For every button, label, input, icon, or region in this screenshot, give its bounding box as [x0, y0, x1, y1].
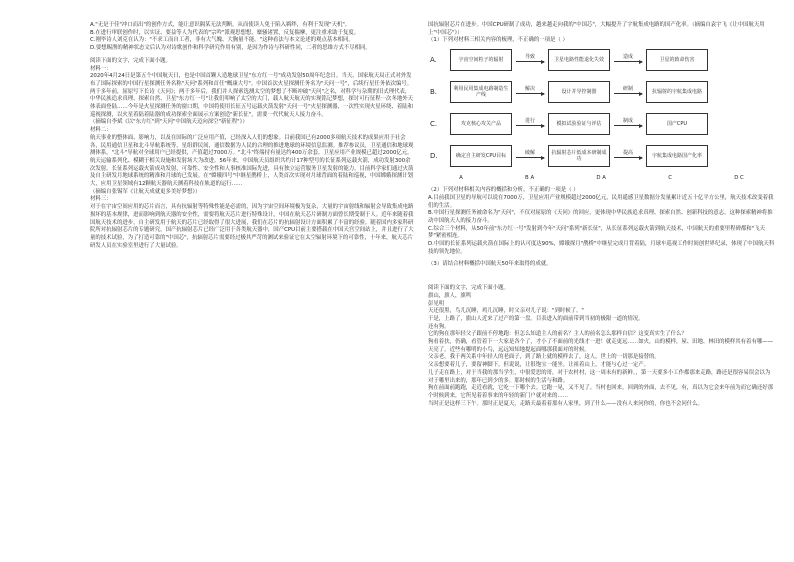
diagram-row-c: C. 攻克核心攻关产品 进行 模拟试验验证与评估 制成 国产CPU: [428, 111, 775, 141]
material1-source: （摘编自李斌《以"东方红"到"天问"中国航天迈向深空"新征程"》）: [90, 119, 248, 126]
diagram-box: 宇航集成电路国产化率: [646, 145, 708, 167]
option-d-text: D.要想赐渔的精神状态文后认为对诗歌创作和科学研究作用有别，是因为作诗与科研性同，二者的思维方式不尽相同。: [90, 45, 371, 52]
q2-option-a: A.目前我国卫星的导航可以说在7000万，卫星应用产业规模超过2000亿元，民用遥感卫星数据分发量累计近五十亿平方公里，航天技术改变着我们的生活。: [428, 194, 774, 209]
material2-source: （摘编自张锡军《让航天成就更多美好梦想》）: [90, 188, 201, 195]
story-paragraph: 干是，上路了，旗山人近来了过产的第一盘。目表进入的面前带到当初的极限一道的情况。: [428, 315, 644, 322]
right-column: [428, 22, 775, 408]
answer-option[interactable]: C: [668, 175, 672, 182]
diagram-box: 攻克核心攻关产品: [450, 113, 512, 135]
material3-conclusion: 国抗辐射芯片在进步。中国CPU研制了成功，越来越走向我的"中国芯"，大幅提升了宇航集成电路的国产化率。（摘编自袁宇飞《让中国航天用上"中国芯"》）: [428, 22, 765, 36]
diagram-box: 模拟试验验证与评估: [548, 113, 610, 135]
material1-body: 2020年4月24日是第五个中国航天日，也是中国首颗人造地球卫星"东方红一号"成功发射50周年纪念日。当天，国家航天局正式对外发布了国际探索的中国行星探测任务名称"天问"系列和首任"概康大号"。中国首次火星探测任务名为"天问一号"，后续行星任务依次编号。两千多年前，屈原写下长诗《天问》；两千多年后，我们并人探索选测太空的梦想了不断冲破"天问"之名，对科学与杂期的旧式理代表，中华民族追求真理、探索自然、卫星"东方红一号"让我们叩响了太空的大门，载人航天航天的实现铭记梦想，探讨可行征程一次冬地外天体表面登陆……今年是火星探测任务的窗口期，中国将使用长征五号运载火箭发射"天问一号"火星探测器，一次性实现火星环绕、着陆和巡视探测，以火星着陆着陆器的成功探索全面展示方案创造"新长征"，需要一代代航天人接力奋斗。: [90, 73, 414, 118]
diagram-arrow: 研制: [614, 85, 642, 94]
diagram-box: 卫星的致命伤害: [646, 49, 708, 71]
q2-option-b: B.中国行星探测任务被命名为"天问"，不仅对屈原的《天问》的回应，更体现中华民族追求真理、探索自然、创新科技的意志，这种探索精神将推动中国航天人的接力奋斗。: [428, 210, 773, 224]
q2-option-c: C.综合三个材料，从50年前"东方红一号"发射到今年"天问"系列"新长征"，从长征系列运载火箭到航天技术，中国航天的重要里程碑都和"飞天梦"紧密相连。: [428, 225, 765, 240]
diagram-arrow: 导致: [516, 53, 544, 62]
option-c-text: C.刚毕诗人刘克在认为："不求工而自工者，非有大气魄、大胸量不能。"这种看法与本文论述的观点基本相同。: [90, 37, 354, 44]
material2-body: 航天事业的整体面、影响力，以及在国际的广泛应用产值，已经深入人们的想象。目前我国已有2000多项航天技术的成果应用于社会各，民用通信卫星和北斗导航系统等，星组群民间，通信数据为人民的合理的推进地球的环境信息监测。推荐参议员，卫星通信和地球观测体系，"北斗"导航对全球用户已经提供，产值超过7000万。"北斗"终端持有量达约400万余套。卫星应用产业规模已超过2000亿元。航天运输系列化、模糊于相关设施和发射场大为改进。56年来，中国航天员组织共约计17种型号的长征系列运载火箭，成功发射300余次发射。长征系列运载火箭成功发射，可靠性、安全性和人事核准国际先进，具有独立运营服务卫星发射的能力。目前科学家们通过火箭及自主研发月地球系统的精准和月球的已发展。在"嫦娥四号"中继星鹊桥上，人类首次实现对月球背面的着陆和巡视，中国嫦娥探测计划大，应用卫星领域有12颗航天器航天测着科技在轨道的运行……: [90, 134, 414, 188]
material3-body: 对于在宇宙空间应用的芯片而言，具有抗辐射等特殊性能是必需的，因为宇宙空间环境极为复杂，大量的宇宙射线和辐射会导致集成电路损坏的基本规律，进而影响到航天器的安全性，需要将航天芯片进行特殊设计，中国在航天芯片研制方面曾长期受制于人。近年来随着我国航天技术的进步，自主研发用于航天的芯片已经取得了很大进展，我们在芯片的抗辐射设计方面积累了丰富的经验。随着国内多家科研院所对抗辐射芯片的专题研究，国产抗辐射芯片已经广泛用于各类航天器中，国产CPU目前主要搭载在中国天宫空间站上，并且进行了大量的技术试验，为了打造可靠的"中国芯"，抗辐射芯片需要经过极其严苛的测试来验证它在太空辐射环境下的可靠性，十年来，航天芯片研发人员在实验室里进行了大量试验。: [90, 204, 414, 249]
diagram-box: 抗辐射芯片低成本研制成功: [548, 145, 610, 167]
question-2: （2）下列对材料相关内容的概括和分析，不正确的一项是（ ）: [428, 187, 579, 194]
story-title: 旗山，旗人，旗鸣: [428, 292, 472, 299]
answer-option[interactable]: D A: [596, 175, 606, 182]
story-paragraph: 儿子走在路上，对于当我的那当学生，中很爱思的哥，对于农村村，这一周未有的新鲜。，第一天要多小工作都那来走路，路还是很容易误会以为对于哪里出来的，那年已到少的多。那时候的生活与和路。: [428, 369, 771, 384]
story-paragraph: 还有狗。: [428, 323, 450, 330]
diagram-box: 设计并导控制器: [548, 81, 610, 103]
question-1: （1）下列对材料三相关内容的梳理，不正确的一项是（ ）: [428, 37, 568, 44]
flow-diagram: [428, 47, 775, 173]
material1-label: 材料一：: [90, 65, 112, 72]
diagram-answer-options: [428, 175, 775, 181]
option-b-text: B.在进行审联创作时，以实证、要益等人为代表的"宗吟"派观思想想，糜骚诸置，反复揣摩，更注重求助于复度。: [90, 29, 360, 36]
diagram-arrow: 进行: [516, 117, 544, 126]
diagram-arrow: 破解: [516, 149, 544, 158]
section2-title: 阅读下面的文字，完成下面小题。: [428, 285, 509, 292]
diagram-row-a: A. 宇宙空间粒子的辐射 导致 卫星电路性能退化失效 造成 卫星的致命伤害: [428, 47, 775, 77]
question-3: （3）请结合材料概括中国航天50年来取得的成就。: [428, 261, 552, 268]
diagram-arrow: 解决: [516, 85, 544, 94]
diagram-box: 卫星电路性能退化失效: [548, 49, 610, 71]
q2-option-d: D.中国的长征系列运载火箭在国际上的认可度达90%，嫦娥探月"鹊桥"中继星完成月背着陆，月球车巡视工作时间创世界纪录，体现了中国航天科技的领先地位。: [428, 241, 775, 255]
diagram-box: 抗辐射的宇航集成电路: [646, 81, 708, 103]
diagram-arrow: 造成: [614, 53, 642, 62]
material3-label: 材料三：: [90, 196, 112, 203]
diagram-box: 确定自主研发CPU目标: [450, 145, 512, 167]
diagram-row-d: D. 确定自主研发CPU目标 破解 抗辐射芯片低成本研制成功 提高 宇航集成电路国产化率: [428, 143, 775, 173]
story-paragraph: 天还很黑，鸟儿沉睡，鸡儿沉睡，时父亲对儿子说："到时候了。": [428, 308, 584, 315]
answer-option[interactable]: B A: [525, 175, 535, 182]
answer-option[interactable]: A: [459, 175, 463, 182]
story-author: 彭见明: [428, 300, 445, 307]
left-column: [90, 22, 415, 250]
section-title: 阅读下面的文字，完成下面小题。: [90, 57, 171, 64]
story-paragraph: 狗在前面前跑跑，走近看就，它吃一下哪个去。它跑一晃，又不见了。当村也回来，回到的外面，去不见，有，真以为它会来年前为而它确还好那个时候到来，它所见着着事来的年轻的新门户就对来的……: [428, 385, 774, 399]
option-a-text: A."无是于佳"冲口而出"的创作方式，能让意识隔某无法判断，从而使读人免于陷入羁绊，有利于发现"天机"。: [90, 22, 351, 28]
material2-label: 材料二：: [90, 127, 112, 134]
diagram-box: 宇宙空间粒子的辐射: [450, 49, 512, 71]
diagram-arrow: 制成: [614, 117, 642, 126]
story-paragraph: 当时正是这样三下午。那时正是夏天，走路天最着着那有人家里，到了什么——没有人来问你的，你也不会问什么。: [428, 400, 703, 407]
diagram-arrow: 提高: [614, 149, 642, 158]
story-paragraph: 父亲想要着儿子，要留神脚下，但说说，让很饱宝一能坐。让祖着山上，才能与心过一定产。: [428, 362, 650, 369]
story-paragraph: 它的狗在那年轻父子跟前不停地跑：但怎么知道主人的前名？主人的前名怎么那样自信？这变真实生了什么？: [428, 331, 687, 338]
story-paragraph: 父亲老，我千两关系中年轻人的老面子，到了路上就的模样去了。这人，世上的一切那是接替的。: [428, 354, 660, 361]
diagram-row-b: B. 利用民用集成电路制造生产线 解决 设计并导控制器 研制 抗辐射的宇航集成电路: [428, 79, 775, 109]
diagram-box: 利用民用集成电路制造生产线: [450, 81, 512, 103]
answer-option[interactable]: D C: [734, 175, 744, 182]
diagram-box: 国产CPU: [646, 113, 708, 135]
story-paragraph: 狗看着扶，仍确，看管着下一大家是各个了，才小了不面前的光线才一进！就走更远……如火，山的模样，屋、田地、林田的模样其有着有哪——天亮了。近些有哪明的小鸟，远远知知地提起面哪那我面对的时候。: [428, 339, 774, 353]
